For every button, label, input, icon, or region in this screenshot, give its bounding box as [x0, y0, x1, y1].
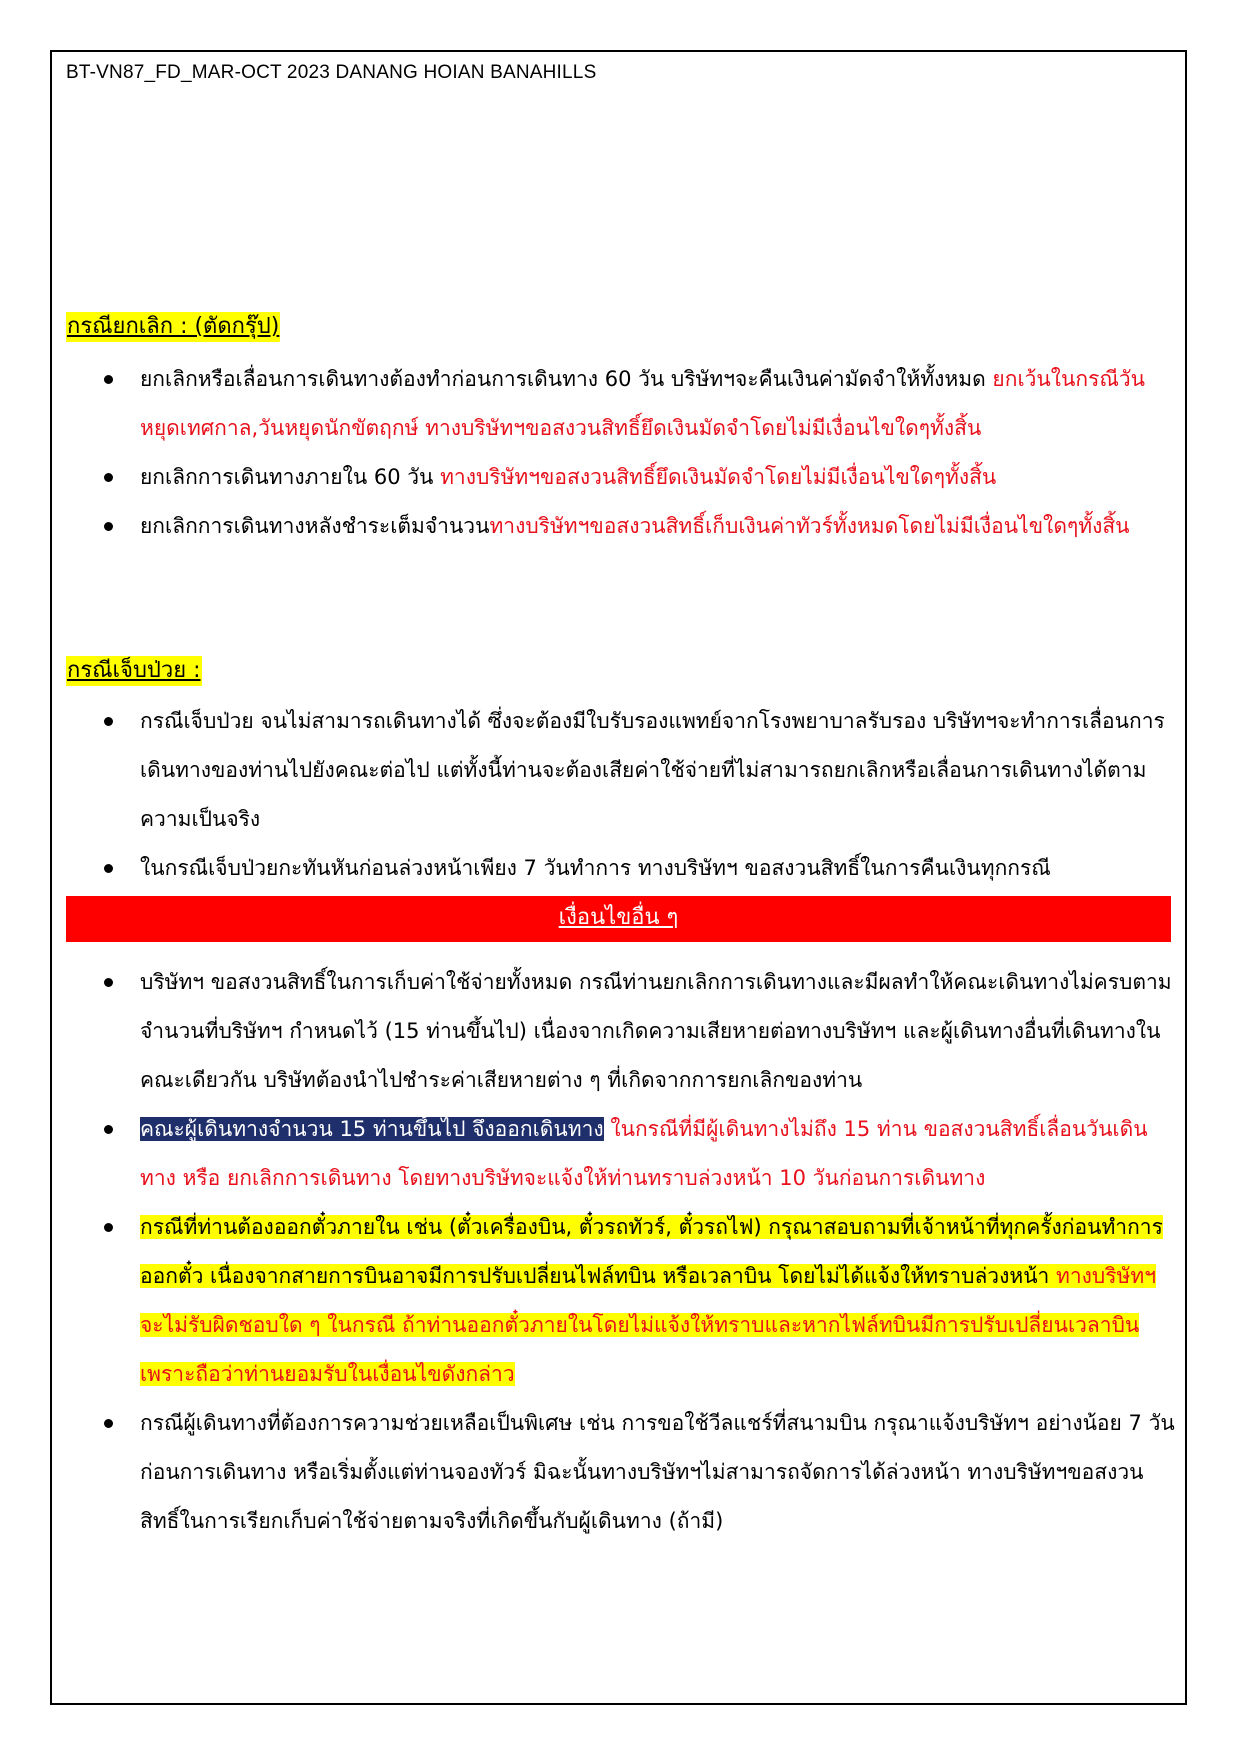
cancellation-list [100, 355, 1175, 551]
illness-item-1 [100, 697, 1175, 844]
other-item-4-text: กรณีผู้เดินทางที่ต้องการความช่วยเหลือเป็นพิเศษ เช่น การขอใช้วีลแชร์ที่สนามบิน กรุณาแจ้งบริษัทฯ อย่างน้อย 7 วันก่อนการเดินทาง หรือเริ่มตั้งแต่ท่านจองทัวร์ มิฉะนั้นทางบริษัทฯไม่สามารถจัดการได้ล่วงหน้า ทางบริษัทฯขอสงวนสิทธิ์ในการเรียกเก็บค่าใช้จ่ายตามจริงที่เกิดขึ้นกับผู้เดินทาง (ถ้ามี) [140, 1411, 1175, 1533]
bullet-icon [104, 1223, 113, 1232]
bullet-icon [104, 473, 113, 482]
bullet-icon [104, 522, 113, 531]
bullet-icon [104, 1125, 113, 1134]
other-item-3-text: กรณีที่ท่านต้องออกตั๋วภายใน เช่น (ตั๋วเครื่องบิน, ตั๋วรถทัวร์, ตั๋วรถไฟ) กรุณาสอบถามที่เจ้าหน้าที่ทุกครั้งก่อนทำการออกตั๋ว เนื่องจากสายการบินอาจมีการปรับเปลี่ยนไฟล์ทบิน หรือเวลาบิน โดยไม่ได้แจ้งให้ทราบล่วงหน้า [140, 1215, 1163, 1288]
other-item-2 [100, 1105, 1175, 1203]
cancellation-item-2-text: ยกเลิกการเดินทางภายใน 60 วัน [140, 465, 441, 489]
bullet-icon [104, 978, 113, 987]
illness-item-1-text: กรณีเจ็บป่วย จนไม่สามารถเดินทางได้ ซึ่งจะต้องมีใบรับรองแพทย์จากโรงพยาบาลรับรอง บริษัทฯจะทำการเลื่อนการเดินทางของท่านไปยังคณะต่อไป แต่ทั้งนี้ท่านจะต้องเสียค่าใช้จ่ายที่ไม่สามารถยกเลิกหรือเลื่อนการเดินทางได้ตามความเป็นจริง [140, 709, 1165, 831]
cancellation-item-2-red: ทางบริษัทฯขอสงวนสิทธิ์ยึดเงินมัดจำโดยไม่มีเงื่อนไขใดๆทั้งสิ้น [440, 465, 997, 489]
other-conditions-title: เงื่อนไขอื่น ๆ [558, 905, 679, 930]
other-item-3 [100, 1203, 1175, 1399]
bullet-icon [104, 1419, 113, 1428]
cancellation-item-3-red: ทางบริษัทฯขอสงวนสิทธิ์เก็บเงินค่าทัวร์ทั้งหมดโดยไม่มีเงื่อนไขใดๆทั้งสิ้น [489, 514, 1130, 538]
other-conditions-list [100, 958, 1175, 1546]
cancellation-item-1-red: ยกเว้นในกรณีวันหยุดเทศกาล,วันหยุดนักขัตฤกษ์ ทางบริษัทฯขอสงวนสิทธิ์ยึดเงินมัดจำโดยไม่มีเงื่อนไขใดๆทั้งสิ้น [140, 367, 1145, 440]
other-item-1 [100, 958, 1175, 1105]
cancellation-item-1-text: ยกเลิกหรือเลื่อนการเดินทางต้องทำก่อนการเดินทาง 60 วัน บริษัทฯจะคืนเงินค่ามัดจำให้ทั้งหมด [140, 367, 993, 391]
cancellation-item-1 [100, 355, 1175, 453]
bullet-icon [104, 717, 113, 726]
bullet-icon [104, 864, 113, 873]
bullet-icon [104, 375, 113, 384]
cancellation-item-2 [100, 453, 1175, 502]
illness-item-2-text: ในกรณีเจ็บป่วยกะทันหันก่อนล่วงหน้าเพียง 7 วันทำการ ทางบริษัทฯ ขอสงวนสิทธิ์ในการคืนเงินทุกกรณี [140, 856, 1051, 880]
illness-item-2 [100, 844, 1175, 893]
other-item-2-red: ในกรณีที่มีผู้เดินทางไม่ถึง 15 ท่าน ขอสงวนสิทธิ์เลื่อนวันเดินทาง หรือ ยกเลิกการเดินทาง โดยทางบริษัทจะแจ้งให้ท่านทราบล่วงหน้า 10 วันก่อนการเดินทาง [140, 1117, 1148, 1190]
illness-list [100, 697, 1175, 893]
document-code: BT-VN87_FD_MAR-OCT 2023 DANANG HOIAN BANAHILLS [66, 62, 597, 83]
other-conditions-banner [66, 896, 1171, 942]
other-item-4 [100, 1399, 1175, 1546]
cancellation-item-3-text: ยกเลิกการเดินทางหลังชำระเต็มจำนวน [140, 514, 490, 538]
illness-heading: กรณีเจ็บป่วย : [66, 656, 202, 686]
other-item-1-text: บริษัทฯ ขอสงวนสิทธิ์ในการเก็บค่าใช้จ่ายทั้งหมด กรณีท่านยกเลิกการเดินทางและมีผลทำให้คณะเดินทางไม่ครบตามจำนวนที่บริษัทฯ กำหนดไว้ (15 ท่านขึ้นไป) เนื่องจากเกิดความเสียหายต่อทางบริษัทฯ และผู้เดินทางอื่นที่เดินทางในคณะเดียวกัน บริษัทต้องนำไปชำระค่าเสียหายต่าง ๆ ที่เกิดจากการยกเลิกของท่าน [140, 970, 1172, 1092]
other-item-3-red: ทางบริษัทฯ จะไม่รับผิดชอบใด ๆ ในกรณี ถ้าท่านออกตั๋วภายในโดยไม่แจ้งให้ทราบและหากไฟล์ทบินมีการปรับเปลี่ยนเวลาบินเพราะถือว่าท่านยอมรับในเงื่อนไขดังกล่าว [140, 1264, 1157, 1386]
min-group-highlight: คณะผู้เดินทางจำนวน 15 ท่านขึ้นไป จึงออกเดินทาง [140, 1117, 604, 1141]
cancellation-heading: กรณียกเลิก : (ตัดกรุ๊ป) [66, 312, 280, 342]
cancellation-item-3 [100, 502, 1175, 551]
